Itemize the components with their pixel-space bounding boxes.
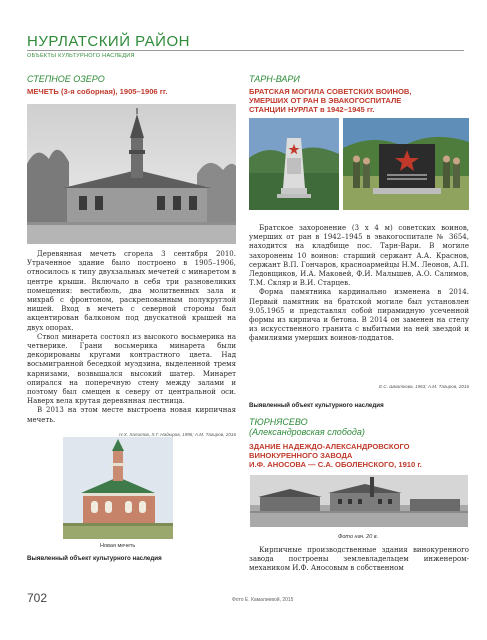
header-divider — [27, 50, 464, 51]
grave-title-line-3: СТАНЦИИ НУРЛАТ в 1942–1945 гг. — [249, 105, 375, 114]
photo-credit: Фото Е. Камалиевой, 2015 — [232, 597, 294, 603]
region-title: НУРЛАТСКИЙ РАЙОН — [27, 33, 190, 50]
distillery-title-line-2: ВИНОКУРЕННОГО ЗАВОДА — [249, 451, 353, 460]
mosque-paragraph-1: Деревянная мечеть сгорела 3 сентября 2010. Утраченное здание было построено в 1905–1906, относилось к типу двухзальных мечетей с минаретом в центре крыши. Включало в себя три разновеликих помещения: вестибюль, два молитвенных зала и михраб с фронтоном, раскрепованным полукруглой нишей. Вход в мечеть с северной стороны был акцентирован балконом под двускатной крышей на двух опорах. — [27, 250, 236, 332]
new-mosque-photo — [63, 437, 173, 539]
mosque-heritage-status: Выявленный объект культурного наследия — [27, 555, 162, 562]
section-title-distillery — [249, 442, 469, 469]
mosque-paragraph-3: В 2013 на этом месте выстроена новая кирпичная мечеть. — [27, 406, 236, 424]
place-name: ТЮРНЯСЕВО — [249, 417, 308, 427]
distillery-title-line-1: ЗДАНИЕ НАДЕЖДО-АЛЕКСАНДРОВСКОГО — [249, 442, 410, 451]
new-mosque-caption: Новая мечеть — [100, 543, 136, 549]
old-mosque-photo — [27, 104, 236, 244]
mass-grave-description — [249, 224, 469, 344]
grave-heritage-status: Выявленный объект культурного наследия — [249, 402, 384, 409]
region-subtitle: ОБЪЕКТЫ КУЛЬТУРНОГО НАСЛЕДИЯ — [27, 53, 135, 59]
grave-title-line-2: УМЕРШИХ ОТ РАН В ЭВАКОГОСПИТАЛЕ — [249, 96, 402, 105]
section-title-mass-grave — [249, 87, 469, 114]
mosque-description — [27, 250, 236, 425]
grave-paragraph-2: Форма памятника кардинально изменена в 2014. Первый памятник на братской могиле был установлен 9.05.1965 и представлял собой пирамидную усеченной формы из кирпича и бетона. В 2014 он заменен на стелу из искусственного гранита с выбитыми на ней звездой и фамилиями умерших воинов-лоддатов. — [249, 288, 469, 343]
distillery-paragraph-1: Кирпичные производственные здания винокуренного завода построены землевладельцем инженером-механиком И.Ф. Аносовым в собственном — [249, 546, 469, 573]
grave-title-line-1: БРАТСКАЯ МОГИЛА СОВЕТСКИХ ВОИНОВ, — [249, 87, 412, 96]
section-place-tarn-vari: ТАРН-ВАРИ — [249, 74, 300, 84]
section-place-stepnoe-ozero: СТЕПНОЕ ОЗЕРО — [27, 74, 105, 84]
old-grave-monument-photo — [249, 118, 339, 210]
distillery-photo — [250, 475, 468, 527]
place-alt-name: (Александровская слобода) — [249, 427, 365, 437]
new-grave-monument-photo — [343, 118, 469, 210]
distillery-title-line-3: И.Ф. АНОСОВА — С.А. ОБОЛЕНСКОГО, 1910 г. — [249, 460, 422, 469]
mosque-paragraph-2: Ствол минарета состоял из высокого восьмерика на четверике. Грани восьмерика минарета были декорированы кругами контрастного цвета. Над восьмигранной беседкой муэдзина, выделенной тремя карнизами, возвышался высокий шатер. Минарет опирался на поперечную стену между залами и поэтому был смещен к северу от центральной оси. Наверх вела крутая деревянная лестница. — [27, 332, 236, 406]
mosque-credit: Н.Х. Халитов, Х.Г. Надыров, 1996; А.М. Тагиров, 2016 — [119, 432, 236, 437]
grave-paragraph-1: Братское захоронение (3 х 4 м) советских воинов, умерших от ран в 1942–1945 в эвакогоспитале № 3654, находится на кладбище пос. Тарн-Вари. В могиле захоронены 10 воинов: старший сержант А.А. Краснов, сержант В.П. Гончаров, красноармейцы Н.М. Леонов, А.П. Ледовщиков, И.А. Маковей, Ф.И. Малышев, А.О. Салимов, Т.М. Скляр и В.И. Старцев. — [249, 224, 469, 288]
section-title-mosque: МЕЧЕТЬ (3-я соборная), 1905–1906 гг. — [27, 87, 168, 96]
distillery-photo-caption: Фото нач. 20 в. — [338, 534, 379, 540]
grave-credit: Е.С. Шматкова, 1963; А.М. Тагиров, 2016 — [379, 384, 469, 389]
page-number: 702 — [27, 591, 48, 605]
section-place-tyurnyasevo — [249, 417, 365, 437]
distillery-description — [249, 546, 469, 574]
